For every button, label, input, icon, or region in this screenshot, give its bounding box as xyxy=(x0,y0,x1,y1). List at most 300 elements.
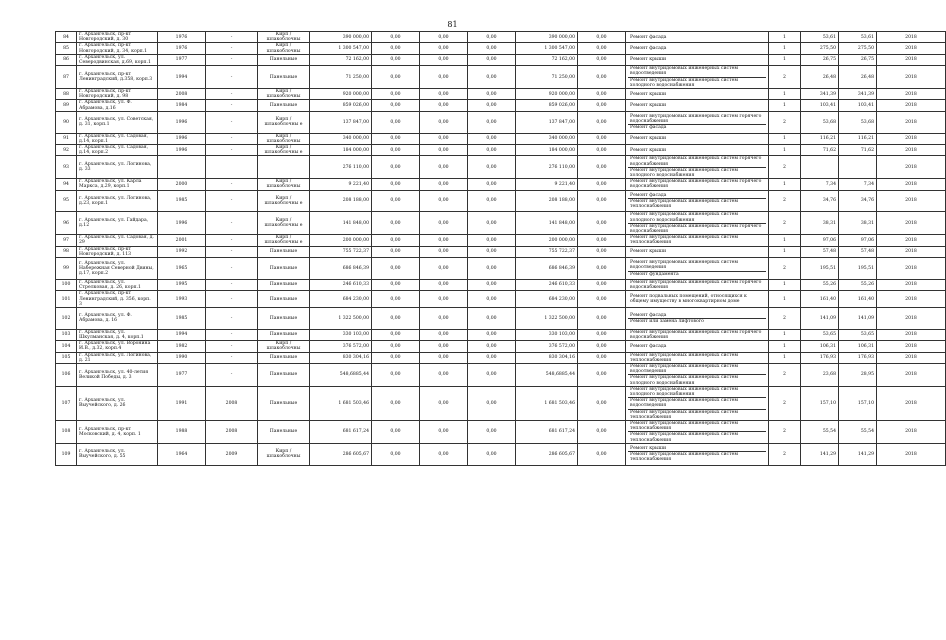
unit-cost-cell: 141,09 xyxy=(801,307,839,329)
works-list-cell xyxy=(626,111,769,133)
built-year-cell: 1977 xyxy=(158,54,206,65)
table-row xyxy=(56,258,946,280)
max-unit-cost-cell: 26,75 xyxy=(839,54,877,65)
address-cell: г. Архангельск, ул. Ф. Абрамова, д. 16 xyxy=(77,307,158,329)
row-number-cell: 92 xyxy=(56,145,77,156)
municipal-budget-cell: 0,00 xyxy=(468,179,516,190)
municipal-budget-cell: 0,00 xyxy=(468,352,516,363)
work-type-item: Ремонт внутридомовых инженерных систем горячего водоснабжения xyxy=(630,279,762,291)
reconstruction-year-cell: - xyxy=(206,291,258,308)
municipal-budget-cell: 0,00 xyxy=(468,190,516,212)
built-year-cell: 1984 xyxy=(158,100,206,111)
reconstruction-year-cell: - xyxy=(206,111,258,133)
works-list-cell xyxy=(626,89,769,100)
works-count-cell: 2 xyxy=(769,212,801,235)
address-cell: г. Архангельск, пр-кт Ленинградский, д. 356, корп. 3 xyxy=(77,291,158,308)
unit-cost-cell: 71,62 xyxy=(801,145,839,156)
work-type-item: Ремонт внутридомовых инженерных систем холодного водоснабжения xyxy=(630,386,738,397)
work-type-item: Ремонт внутридомовых инженерных систем теплоснабжения xyxy=(630,352,738,363)
federal-fund-cell: 0,00 xyxy=(372,329,420,340)
total-cost-cell: 686 846,39 xyxy=(310,258,372,280)
table-row xyxy=(56,89,946,100)
owners-funds-cell: 184 000,00 xyxy=(516,145,578,156)
owners-funds-cell: 71 250,00 xyxy=(516,66,578,89)
work-type-item: Ремонт крыши xyxy=(630,91,667,97)
page-number: 81 xyxy=(447,20,458,29)
work-type-item: Ремонт крыши xyxy=(630,57,667,63)
works-list-cell xyxy=(626,145,769,156)
works-list-cell xyxy=(626,420,769,443)
table-row xyxy=(56,145,946,156)
address-cell: г. Архангельск, пр-кт Новгородский, д. 34, корп.1 xyxy=(77,43,158,54)
works-count-cell: 1 xyxy=(769,89,801,100)
municipal-budget-cell: 0,00 xyxy=(468,363,516,386)
total-cost-cell: 276 110,00 xyxy=(310,156,372,179)
municipal-budget-cell: 0,00 xyxy=(468,54,516,65)
owners-funds-cell: 340 000,00 xyxy=(516,133,578,144)
other-funds-cell: 0,00 xyxy=(578,100,626,111)
plan-year-cell: 2018 xyxy=(877,329,946,340)
works-count-cell: 1 xyxy=(769,246,801,257)
built-year-cell xyxy=(158,156,206,179)
works-list-cell xyxy=(626,279,769,290)
other-funds-cell: 0,00 xyxy=(578,145,626,156)
work-type-item: Ремонт внутридомовых инженерных систем горячего водоснабжения xyxy=(630,113,762,125)
works-count-cell: 1 xyxy=(769,43,801,54)
municipal-budget-cell: 0,00 xyxy=(468,100,516,111)
municipal-budget-cell: 0,00 xyxy=(468,235,516,246)
wall-material-cell: Панельные xyxy=(258,54,310,65)
regional-budget-cell: 0,00 xyxy=(420,329,468,340)
plan-year-cell: 2018 xyxy=(877,386,946,420)
wall-material-cell: Панельные xyxy=(258,329,310,340)
row-number-cell: 104 xyxy=(56,341,77,352)
unit-cost-cell: 26,48 xyxy=(801,66,839,89)
owners-funds-cell: 137 847,00 xyxy=(516,111,578,133)
table-row xyxy=(56,133,946,144)
municipal-budget-cell: 0,00 xyxy=(468,133,516,144)
work-type-item: Ремонт фасада xyxy=(628,124,766,130)
works-count-cell: 1 xyxy=(769,133,801,144)
other-funds-cell: 0,00 xyxy=(578,258,626,280)
regional-budget-cell: 0,00 xyxy=(420,386,468,420)
regional-budget-cell: 0,00 xyxy=(420,363,468,386)
reconstruction-year-cell: - xyxy=(206,133,258,144)
max-unit-cost-cell: 176,93 xyxy=(839,352,877,363)
table-row xyxy=(56,66,946,89)
address-cell: г. Архангельск, ул. Северодвинская, д.69, корп.1 xyxy=(77,54,158,65)
municipal-budget-cell: 0,00 xyxy=(468,443,516,465)
federal-fund-cell: 0,00 xyxy=(372,133,420,144)
table-row xyxy=(56,111,946,133)
works-list-cell xyxy=(626,291,769,308)
total-cost-cell: 137 847,00 xyxy=(310,111,372,133)
work-type-item: Ремонт внутридомовых инженерных систем водоотведения xyxy=(630,260,738,271)
table-row xyxy=(56,43,946,54)
built-year-cell: 1990 xyxy=(158,352,206,363)
wall-material-cell: Панельные xyxy=(258,363,310,386)
work-type-item: Ремонт фасада xyxy=(630,34,667,40)
wall-material-cell: Кирп / шлакоблочны xyxy=(258,43,310,54)
max-unit-cost-cell: 141,29 xyxy=(839,443,877,465)
work-type-item: Ремонт фасада xyxy=(630,192,667,198)
wall-material-cell: Панельные xyxy=(258,307,310,329)
plan-year-cell: 2018 xyxy=(877,235,946,246)
federal-fund-cell: 0,00 xyxy=(372,156,420,179)
plan-year-cell: 2018 xyxy=(877,212,946,235)
municipal-budget-cell: 0,00 xyxy=(468,258,516,280)
built-year-cell: 1964 xyxy=(158,443,206,465)
owners-funds-cell: 755 722,37 xyxy=(516,246,578,257)
table-row xyxy=(56,100,946,111)
plan-year-cell: 2018 xyxy=(877,341,946,352)
work-type-item: Ремонт внутридомовых инженерных систем горячего водоснабжения xyxy=(630,156,762,167)
federal-fund-cell: 0,00 xyxy=(372,258,420,280)
works-count-cell: 2 xyxy=(769,111,801,133)
federal-fund-cell: 0,00 xyxy=(372,352,420,363)
address-cell: г. Архангельск, пр-кт Новгородский, д. 98 xyxy=(77,89,158,100)
owners-funds-cell: 376 572,00 xyxy=(516,341,578,352)
address-cell: г. Архангельск, ул. Логинова, д. 33 xyxy=(77,156,158,179)
federal-fund-cell: 0,00 xyxy=(372,100,420,111)
owners-funds-cell: 9 221,40 xyxy=(516,179,578,190)
row-number-cell: 106 xyxy=(56,363,77,386)
address-cell: г. Архангельск, ул. Садовая, д. 29 xyxy=(77,235,158,246)
unit-cost-cell: 7,34 xyxy=(801,179,839,190)
built-year-cell: 1994 xyxy=(158,329,206,340)
regional-budget-cell: 0,00 xyxy=(420,443,468,465)
works-count-cell: 1 xyxy=(769,100,801,111)
address-cell: г. Архангельск, пр-кт Московский, д. 4, корп. 1 xyxy=(77,420,158,443)
owners-funds-cell: 686 846,39 xyxy=(516,258,578,280)
work-type-item: Ремонт внутридомовых инженерных систем холодного водоснабжения xyxy=(628,374,766,385)
max-unit-cost-cell xyxy=(839,156,877,179)
plan-year-cell: 2018 xyxy=(877,352,946,363)
other-funds-cell: 0,00 xyxy=(578,307,626,329)
table-row xyxy=(56,54,946,65)
row-number-cell: 96 xyxy=(56,212,77,235)
address-cell: г. Архангельск, ул. Карла Маркса, д.29, корп.1 xyxy=(77,179,158,190)
works-count-cell: 2 xyxy=(769,307,801,329)
plan-year-cell: 2018 xyxy=(877,179,946,190)
built-year-cell: 1993 xyxy=(158,291,206,308)
federal-fund-cell: 0,00 xyxy=(372,363,420,386)
row-number-cell: 95 xyxy=(56,190,77,212)
address-cell: г. Архангельск, ул. Выучейского, д. 55 xyxy=(77,443,158,465)
unit-cost-cell xyxy=(801,156,839,179)
federal-fund-cell: 0,00 xyxy=(372,246,420,257)
federal-fund-cell: 0,00 xyxy=(372,386,420,420)
regional-budget-cell: 0,00 xyxy=(420,279,468,290)
row-number-cell: 108 xyxy=(56,420,77,443)
regional-budget-cell: 0,00 xyxy=(420,89,468,100)
plan-year-cell: 2018 xyxy=(877,291,946,308)
total-cost-cell: 859 026,00 xyxy=(310,100,372,111)
owners-funds-cell: 208 188,00 xyxy=(516,190,578,212)
max-unit-cost-cell: 71,62 xyxy=(839,145,877,156)
wall-material-cell: Кирп / шлакоблочны xyxy=(258,341,310,352)
row-number-cell: 88 xyxy=(56,89,77,100)
built-year-cell: 2000 xyxy=(158,179,206,190)
address-cell: г. Архангельск, ул. Логинова, д.23, корп.1 xyxy=(77,190,158,212)
wall-material-cell: Панельные xyxy=(258,66,310,89)
work-type-item: Ремонт внутридомовых инженерных систем холодного водоснабжения xyxy=(628,77,766,88)
row-number-cell: 97 xyxy=(56,235,77,246)
municipal-budget-cell: 0,00 xyxy=(468,307,516,329)
reconstruction-year-cell: - xyxy=(206,363,258,386)
other-funds-cell: 0,00 xyxy=(578,352,626,363)
wall-material-cell: Кирп / шлакоблочны е xyxy=(258,190,310,212)
work-type-item: Ремонт внутридомовых инженерных систем горячего водоснабжения xyxy=(630,329,762,340)
row-number-cell: 100 xyxy=(56,279,77,290)
plan-year-cell: 2018 xyxy=(877,66,946,89)
row-number-cell: 85 xyxy=(56,43,77,54)
max-unit-cost-cell: 106,31 xyxy=(839,341,877,352)
other-funds-cell: 0,00 xyxy=(578,386,626,420)
reconstruction-year-cell: 2009 xyxy=(206,443,258,465)
federal-fund-cell: 0,00 xyxy=(372,111,420,133)
address-cell: г. Архангельск, ул. Садовая, д.14, корп.1 xyxy=(77,133,158,144)
municipal-budget-cell: 0,00 xyxy=(468,32,516,43)
works-list-cell xyxy=(626,386,769,420)
table-row xyxy=(56,179,946,190)
federal-fund-cell: 0,00 xyxy=(372,190,420,212)
works-list-cell xyxy=(626,341,769,352)
built-year-cell: 1996 xyxy=(158,212,206,235)
capital-repair-table xyxy=(55,31,946,466)
works-count-cell: 1 xyxy=(769,235,801,246)
max-unit-cost-cell: 34,76 xyxy=(839,190,877,212)
address-cell: г. Архангельск, ул. Гайдара, д.12 xyxy=(77,212,158,235)
work-type-item: Ремонт крыши xyxy=(630,445,667,451)
reconstruction-year-cell: - xyxy=(206,100,258,111)
federal-fund-cell: 0,00 xyxy=(372,212,420,235)
other-funds-cell: 0,00 xyxy=(578,190,626,212)
owners-funds-cell: 548,6885,44 xyxy=(516,363,578,386)
total-cost-cell: 200 000,00 xyxy=(310,235,372,246)
works-count-cell: 1 xyxy=(769,145,801,156)
reconstruction-year-cell: - xyxy=(206,43,258,54)
row-number-cell: 102 xyxy=(56,307,77,329)
table-row xyxy=(56,190,946,212)
regional-budget-cell: 0,00 xyxy=(420,111,468,133)
wall-material-cell xyxy=(258,156,310,179)
works-count-cell: 1 xyxy=(769,32,801,43)
municipal-budget-cell: 0,00 xyxy=(468,212,516,235)
unit-cost-cell: 341,39 xyxy=(801,89,839,100)
reconstruction-year-cell: - xyxy=(206,212,258,235)
plan-year-cell: 2018 xyxy=(877,111,946,133)
row-number-cell: 98 xyxy=(56,246,77,257)
reconstruction-year-cell: - xyxy=(206,32,258,43)
other-funds-cell: 0,00 xyxy=(578,111,626,133)
total-cost-cell: 141 848,00 xyxy=(310,212,372,235)
table-row xyxy=(56,279,946,290)
plan-year-cell: 2018 xyxy=(877,190,946,212)
works-count-cell: 1 xyxy=(769,54,801,65)
unit-cost-cell: 195,51 xyxy=(801,258,839,280)
municipal-budget-cell: 0,00 xyxy=(468,66,516,89)
other-funds-cell: 0,00 xyxy=(578,179,626,190)
reconstruction-year-cell: 2008 xyxy=(206,386,258,420)
works-list-cell xyxy=(626,190,769,212)
regional-budget-cell: 0,00 xyxy=(420,235,468,246)
works-count-cell: 2 xyxy=(769,66,801,89)
federal-fund-cell: 0,00 xyxy=(372,341,420,352)
regional-budget-cell: 0,00 xyxy=(420,291,468,308)
plan-year-cell: 2018 xyxy=(877,279,946,290)
regional-budget-cell: 0,00 xyxy=(420,32,468,43)
regional-budget-cell: 0,00 xyxy=(420,212,468,235)
wall-material-cell: Панельные xyxy=(258,279,310,290)
reconstruction-year-cell: - xyxy=(206,66,258,89)
built-year-cell: 1995 xyxy=(158,279,206,290)
row-number-cell: 87 xyxy=(56,66,77,89)
reconstruction-year-cell: - xyxy=(206,352,258,363)
municipal-budget-cell: 0,00 xyxy=(468,156,516,179)
regional-budget-cell: 0,00 xyxy=(420,420,468,443)
works-list-cell xyxy=(626,54,769,65)
work-type-item: Ремонт подвальных помещений, относящихся к общему имуществу в многоквартирном доме xyxy=(630,293,747,305)
total-cost-cell: 246 610,33 xyxy=(310,279,372,290)
row-number-cell: 105 xyxy=(56,352,77,363)
works-count-cell: 2 xyxy=(769,190,801,212)
regional-budget-cell: 0,00 xyxy=(420,258,468,280)
wall-material-cell: Панельные xyxy=(258,386,310,420)
unit-cost-cell: 57,48 xyxy=(801,246,839,257)
wall-material-cell: Кирп / шлакоблочны е xyxy=(258,235,310,246)
row-number-cell: 93 xyxy=(56,156,77,179)
regional-budget-cell: 0,00 xyxy=(420,246,468,257)
max-unit-cost-cell: 275,50 xyxy=(839,43,877,54)
reconstruction-year-cell: - xyxy=(206,89,258,100)
works-count-cell: 1 xyxy=(769,329,801,340)
work-type-item: Ремонт фундамента xyxy=(628,271,766,277)
built-year-cell: 1994 xyxy=(158,66,206,89)
wall-material-cell: Кирп / шлакоблочны xyxy=(258,89,310,100)
row-number-cell: 107 xyxy=(56,386,77,420)
unit-cost-cell: 34,76 xyxy=(801,190,839,212)
work-type-item: Ремонт крыши xyxy=(630,147,667,153)
municipal-budget-cell: 0,00 xyxy=(468,386,516,420)
wall-material-cell: Панельные xyxy=(258,420,310,443)
reconstruction-year-cell: - xyxy=(206,341,258,352)
total-cost-cell: 390 000,00 xyxy=(310,32,372,43)
unit-cost-cell: 141,29 xyxy=(801,443,839,465)
table-row xyxy=(56,212,946,235)
built-year-cell: 1996 xyxy=(158,145,206,156)
works-count-cell: 2 xyxy=(769,156,801,179)
unit-cost-cell: 26,75 xyxy=(801,54,839,65)
table-row xyxy=(56,291,946,308)
other-funds-cell: 0,00 xyxy=(578,341,626,352)
address-cell: г. Архангельск, ул. Стрелковая, д. 26, корп.1 xyxy=(77,279,158,290)
other-funds-cell: 0,00 xyxy=(578,54,626,65)
built-year-cell: 1991 xyxy=(158,386,206,420)
total-cost-cell: 920 000,00 xyxy=(310,89,372,100)
plan-year-cell: 2018 xyxy=(877,32,946,43)
wall-material-cell: Кирп / шлакоблочны xyxy=(258,133,310,144)
wall-material-cell: Панельные xyxy=(258,246,310,257)
max-unit-cost-cell: 38,31 xyxy=(839,212,877,235)
owners-funds-cell: 920 000,00 xyxy=(516,89,578,100)
built-year-cell: 2008 xyxy=(158,89,206,100)
owners-funds-cell: 1 681 503,46 xyxy=(516,386,578,420)
owners-funds-cell: 200 000,00 xyxy=(516,235,578,246)
table-row xyxy=(56,156,946,179)
wall-material-cell: Панельные xyxy=(258,291,310,308)
total-cost-cell: 330 103,00 xyxy=(310,329,372,340)
owners-funds-cell: 246 610,33 xyxy=(516,279,578,290)
federal-fund-cell: 0,00 xyxy=(372,179,420,190)
total-cost-cell: 684 230,00 xyxy=(310,291,372,308)
row-number-cell: 109 xyxy=(56,443,77,465)
wall-material-cell: Кирп / шлакоблочны xyxy=(258,443,310,465)
other-funds-cell: 0,00 xyxy=(578,329,626,340)
total-cost-cell: 830 304,16 xyxy=(310,352,372,363)
unit-cost-cell: 53,68 xyxy=(801,111,839,133)
total-cost-cell: 71 250,00 xyxy=(310,66,372,89)
work-type-item: Ремонт внутридомовых инженерных систем теплоснабжения xyxy=(628,451,766,462)
plan-year-cell: 2018 xyxy=(877,43,946,54)
table-row xyxy=(56,341,946,352)
owners-funds-cell: 276 110,00 xyxy=(516,156,578,179)
plan-year-cell: 2018 xyxy=(877,307,946,329)
total-cost-cell: 1 322 500,00 xyxy=(310,307,372,329)
other-funds-cell: 0,00 xyxy=(578,291,626,308)
works-list-cell xyxy=(626,133,769,144)
max-unit-cost-cell: 53,61 xyxy=(839,32,877,43)
reconstruction-year-cell: - xyxy=(206,307,258,329)
work-type-item: Ремонт или замена лифтового xyxy=(628,318,766,324)
built-year-cell: 1982 xyxy=(158,341,206,352)
wall-material-cell: Кирп / шлакоблочны е xyxy=(258,145,310,156)
built-year-cell: 1988 xyxy=(158,420,206,443)
works-count-cell: 1 xyxy=(769,341,801,352)
reconstruction-year-cell: - xyxy=(206,329,258,340)
max-unit-cost-cell: 53,65 xyxy=(839,329,877,340)
works-list-cell xyxy=(626,66,769,89)
owners-funds-cell: 830 304,16 xyxy=(516,352,578,363)
works-list-cell xyxy=(626,307,769,329)
work-type-item: Ремонт внутридомовых инженерных систем теплоснабжения xyxy=(628,198,766,209)
municipal-budget-cell: 0,00 xyxy=(468,246,516,257)
other-funds-cell: 0,00 xyxy=(578,246,626,257)
regional-budget-cell: 0,00 xyxy=(420,54,468,65)
federal-fund-cell: 0,00 xyxy=(372,443,420,465)
other-funds-cell: 0,00 xyxy=(578,133,626,144)
built-year-cell: 1992 xyxy=(158,246,206,257)
regional-budget-cell: 0,00 xyxy=(420,43,468,54)
address-cell: г. Архангельск, ул. Садовая, д.14, корп.2 xyxy=(77,145,158,156)
unit-cost-cell: 275,50 xyxy=(801,43,839,54)
plan-year-cell: 2018 xyxy=(877,100,946,111)
works-list-cell xyxy=(626,443,769,465)
wall-material-cell: Панельные xyxy=(258,258,310,280)
max-unit-cost-cell: 195,51 xyxy=(839,258,877,280)
work-type-item: Ремонт внутридомовых инженерных систем горячего водоснабжения xyxy=(630,179,762,190)
row-number-cell: 84 xyxy=(56,32,77,43)
municipal-budget-cell: 0,00 xyxy=(468,279,516,290)
total-cost-cell: 548,6885,44 xyxy=(310,363,372,386)
owners-funds-cell: 390 000,00 xyxy=(516,32,578,43)
work-type-item: Ремонт фасада xyxy=(630,343,667,349)
reconstruction-year-cell: - xyxy=(206,179,258,190)
total-cost-cell: 681 617,24 xyxy=(310,420,372,443)
total-cost-cell: 286 605,67 xyxy=(310,443,372,465)
municipal-budget-cell: 0,00 xyxy=(468,89,516,100)
unit-cost-cell: 176,93 xyxy=(801,352,839,363)
